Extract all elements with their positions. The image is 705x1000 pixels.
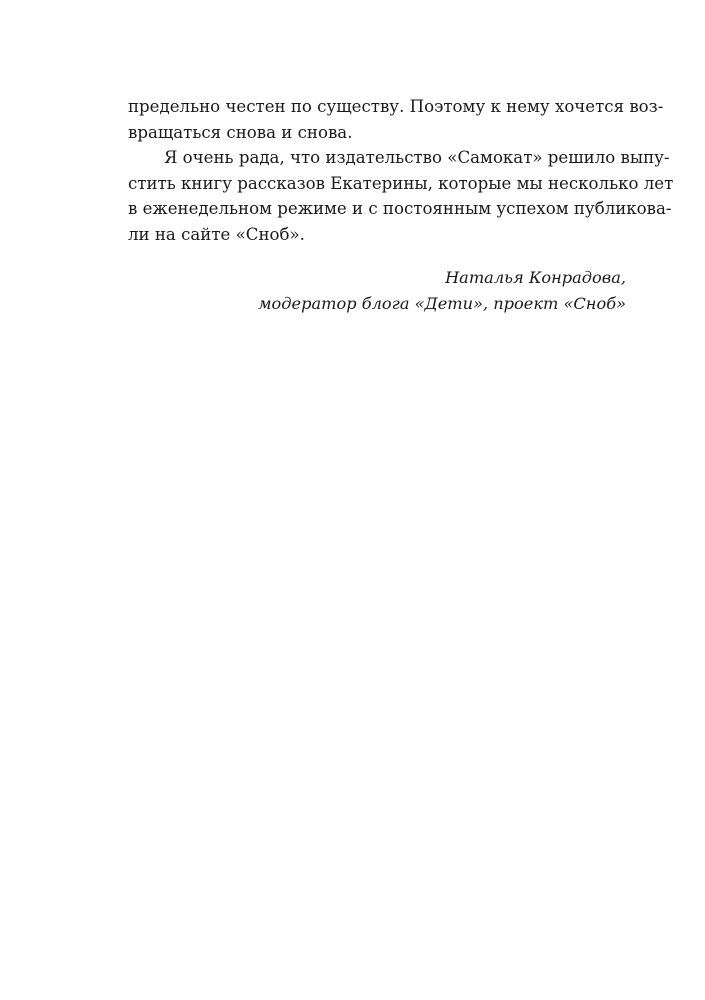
signature-name: Наталья Конрадова, <box>445 268 626 287</box>
paragraph-1-line-2: вращаться снова и снова. <box>128 122 353 142</box>
paragraph-2-line-2: стить книгу рассказов Екатерины, которые мы несколько лет <box>128 173 674 193</box>
signature-role: модератор блога «Дети», проект «Сноб» <box>258 294 626 313</box>
paragraph-1-line-1: предельно честен по существу. Поэтому к нему хочется воз- <box>128 97 664 116</box>
paragraph-2-line-4: ли на сайте «Сноб». <box>128 224 305 244</box>
paragraph-2-line-3: в еженедельном режиме и с постоянным успехом публикова- <box>128 199 672 219</box>
body-text <box>128 94 674 248</box>
paragraph-2-line-1: Я очень рада, что издательство «Самокат» решило выпу- <box>164 148 670 168</box>
author-signature <box>258 265 626 317</box>
